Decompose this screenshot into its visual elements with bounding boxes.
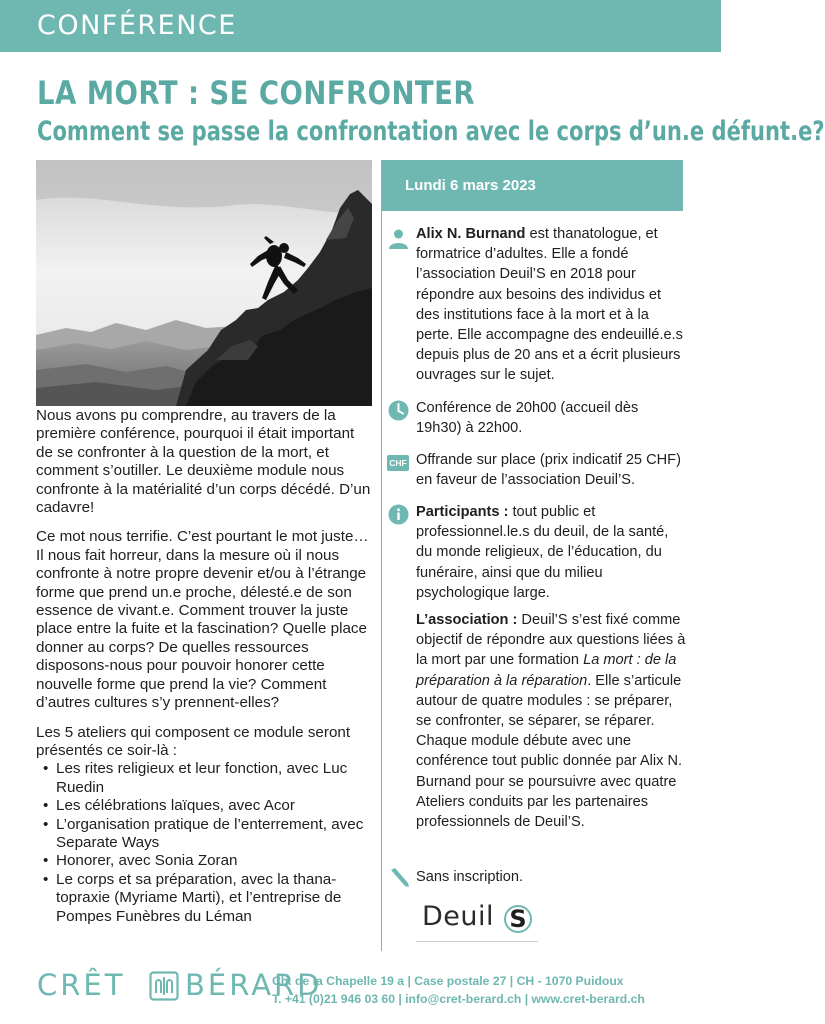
- list-item: • Les célébrations laïques, avec Acor: [36, 797, 372, 815]
- person-icon: [388, 228, 409, 249]
- list-item: • Le corps et sa préparation, avec la thanatopraxie (Myriame Marti), et l’entreprise de Pompes Funèbres du Léman: [36, 871, 372, 926]
- cret-berard-emblem: [149, 971, 179, 1001]
- intro-paragraph: Nous avons pu comprendre, au travers de la première conférence, pourquoi il était important de se confronter à la question de la mort, et comment s’outiller. Le deuxième module nous confronte à la matérialité d’un corps décédé. D’un cadavre!: [36, 407, 371, 517]
- offering-text: Offrande sur place (prix indicatif 25 CHF) en faveur de l’association Deuil’S.: [416, 452, 681, 489]
- header-banner: [0, 0, 721, 52]
- page-title: LA MORT : SE CONFRONTER: [37, 74, 475, 112]
- pencil-icon: [388, 866, 410, 888]
- schedule-text: Conférence de 20h00 (accueil dès 19h30) à 22h00.: [416, 400, 639, 437]
- participants-info: [416, 502, 686, 603]
- association-text-after: . Elle s’articule autour de quatre modules : se préparer, se confronter, se séparer, se réparer. Chaque module débute avec une conférence tout public donnée par Alix N. Burnand pour se poursuivre avec quatre Ateliers conduits par les partenaires professionnels de Deuil’S.: [416, 672, 683, 831]
- footer-contact: [272, 973, 645, 1008]
- page-subtitle: Comment se passe la confrontation avec le corps d’un.e défunt.e?: [37, 116, 825, 147]
- clock-icon: [388, 400, 409, 421]
- body-paragraph: Ce mot nous terrifie. C’est pourtant le mot juste… Il nous fait horreur, dans la mesure où il nous confronte à notre propre devenir et/ou à l’étrange forme que prend un.e proche, délesté.e de son essence de vivant.e. Comment trouver la juste place entre la fuite et la fascination? Quelle place donner au corps? De quelles ressources disposons-nous pour pouvoir honorer cette nouvelle forme que prend la vie? Comment d’autres cultures s’y prennent-elles?: [36, 528, 369, 712]
- list-item: • Honorer, avec Sonia Zoran: [36, 852, 372, 870]
- chf-icon: CHF: [387, 455, 409, 471]
- sidebar-divider: [381, 211, 382, 951]
- logo-word: Deuil: [422, 901, 495, 932]
- association-info: [416, 610, 686, 832]
- banner-label: CONFÉRENCE: [37, 10, 237, 41]
- speaker-info: [416, 224, 686, 386]
- logo-s-circle-icon: [502, 903, 534, 935]
- speaker-name: Alix N. Burnand: [416, 226, 526, 242]
- info-icon: [388, 504, 409, 525]
- workshop-list: [36, 760, 372, 926]
- date-box: [381, 160, 683, 211]
- event-date: Lundi 6 mars 2023: [405, 177, 536, 194]
- brand-left: CRÊT: [37, 968, 126, 1002]
- association-label: L’association :: [416, 612, 518, 628]
- association-formation-title: La mort : de la préparation à la réparation: [416, 652, 677, 689]
- workshops-intro: Les 5 ateliers qui composent ce module seront présentés ce soir-là :: [36, 723, 351, 759]
- mountain-climber-photo: [36, 160, 372, 406]
- body-text: [36, 407, 372, 926]
- participants-label: Participants :: [416, 504, 509, 520]
- footer-phone-email-web: T. +41 (0)21 946 03 60 | info@cret-berard.ch | www.cret-berard.ch: [272, 991, 645, 1006]
- participants-text: tout public et professionnel.le.s du deuil, de la santé, du monde religieux, de l’éducation, du funéraire, ainsi que du milieu psychologique large.: [416, 504, 669, 601]
- registration-text: Sans inscription.: [416, 869, 524, 885]
- speaker-bio: est thanatologue, et formatrice d’adultes. Elle a fondé l’association Deuil’S en 2018 pour répondre aux besoins des individus et des institutions face à la mort et à la perte. Elle accompagne des endeuillé.e.s depuis plus de 20 ans et a écrit plusieurs ouvrages sur le sujet.: [416, 226, 683, 384]
- brand-right: BÉRARD: [185, 968, 323, 1002]
- deuils-logo: [416, 897, 538, 942]
- list-item: • Les rites religieux et leur fonction, avec Luc Ruedin: [36, 760, 372, 797]
- footer-address: Ch. de la Chapelle 19 a | Case postale 27 | CH - 1070 Puidoux: [272, 974, 624, 988]
- logo-letter: S: [509, 905, 527, 933]
- list-item: • L’organisation pratique de l’enterrement, avec Separate Ways: [36, 816, 372, 853]
- association-text-before: Deuil’S s’est fixé comme objectif de répondre aux questions liées à la mort par une formation: [416, 612, 686, 669]
